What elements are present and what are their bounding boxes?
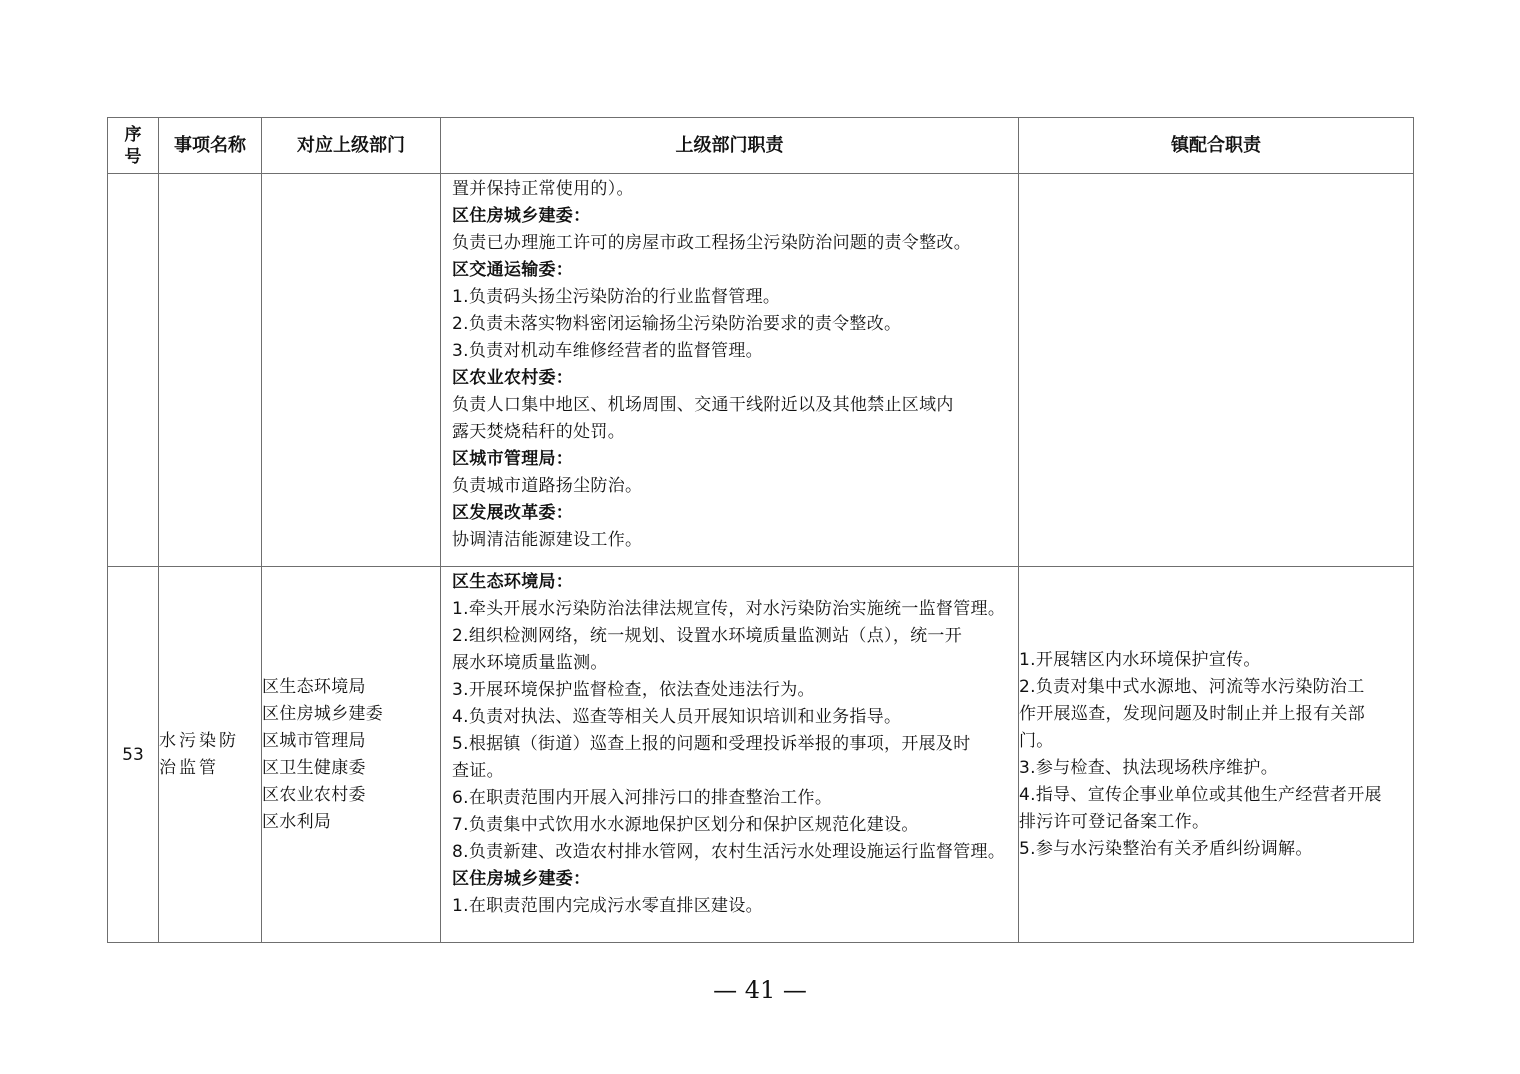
cell-duty-53 [441,567,1019,943]
dept-item: 区城市管理局 [262,730,366,751]
duty-line: 6.在职责范围内开展入河排污口的排查整治工作。 [452,788,833,808]
town-duty-line: 5.参与水污染整治有关矛盾纠纷调解。 [1019,838,1313,859]
dept-item: 区生态环境局 [262,676,366,697]
dept-heading: 区城市管理局： [452,449,574,469]
dept-list [262,567,441,943]
cell-name-empty [159,174,262,567]
town-duty-line: 4.指导、宣传企事业单位或其他生产经营者开展 [1019,784,1382,805]
item-name-line1: 水污染防 [159,730,239,751]
cell-num-empty [108,174,159,567]
header-item-name: 事项名称 [159,118,262,174]
duty-line: 负责城市道路扬尘防治。 [452,476,643,496]
duty-line: 1.负责码头扬尘污染防治的行业监督管理。 [452,287,781,307]
duty-line: 展水环境质量监测。 [452,653,608,673]
town-lines [1019,647,1413,863]
duty-line: 负责人口集中地区、机场周围、交通干线附近以及其他禁止区域内 [452,395,954,415]
header-seq-line1: 序 [124,124,142,145]
header-dept: 对应上级部门 [262,118,441,174]
item-name [159,567,262,943]
duty-lines [441,174,1018,556]
duty-line: 负责已办理施工许可的房屋市政工程扬尘污染防治问题的责令整改。 [452,233,971,253]
town-duty-line: 作开展巡查，发现问题及时制止并上报有关部 [1019,703,1365,724]
dept-heading: 区发展改革委： [452,503,574,523]
dept-item: 区住房城乡建委 [262,703,384,724]
header-seq-line2: 号 [124,146,142,167]
dept-heading: 区农业农村委： [452,368,574,388]
duty-lines [441,567,1018,922]
duty-line: 2.组织检测网络，统一规划、设置水环境质量监测站（点），统一开 [452,626,963,646]
town-duty-line: 排污许可登记备案工作。 [1019,811,1210,832]
table-row-53 [108,567,1414,943]
cell-duty-continued [441,174,1019,567]
dept-heading: 区住房城乡建委： [452,869,591,889]
duty-line: 露天焚烧秸秆的处罚。 [452,422,625,442]
duty-line: 3.负责对机动车维修经营者的监督管理。 [452,341,763,361]
duty-line: 4.负责对执法、巡查等相关人员开展知识培训和业务指导。 [452,707,902,727]
table-row-continued [108,174,1414,567]
duty-line: 查证。 [452,761,504,781]
duty-line: 8.负责新建、改造农村排水管网，农村生活污水处理设施运行监督管理。 [452,842,1006,862]
duty-line: 协调清洁能源建设工作。 [452,530,643,550]
header-duty: 上级部门职责 [441,118,1019,174]
duty-line: 置并保持正常使用的）。 [452,179,634,199]
page-number: — 41 — [713,976,807,1004]
dept-heading: 区生态环境局： [452,572,574,592]
cell-dept-empty [262,174,441,567]
duty-line: 3.开展环境保护监督检查，依法查处违法行为。 [452,680,815,700]
duty-line: 2.负责未落实物料密闭运输扬尘污染防治要求的责令整改。 [452,314,902,334]
item-name-line2: 治监管 [159,757,219,778]
row-number: 53 [108,567,159,943]
duty-line: 5.根据镇（街道）巡查上报的问题和受理投诉举报的事项，开展及时 [452,734,971,754]
town-duty-line: 门。 [1019,730,1054,751]
header-seq [108,118,159,174]
dept-item: 区卫生健康委 [262,757,366,778]
dept-heading: 区交通运输委： [452,260,574,280]
duty-line: 1.在职责范围内完成污水零直排区建设。 [452,896,763,916]
table-header-row [108,118,1414,174]
dept-item: 区农业农村委 [262,784,366,805]
cell-town-53 [1019,567,1414,943]
town-duty-line: 3.参与检查、执法现场秩序维护。 [1019,757,1279,778]
cell-town-empty [1019,174,1414,567]
duty-table [107,117,1414,943]
dept-heading: 区住房城乡建委： [452,206,591,226]
town-duty-line: 1.开展辖区内水环境保护宣传。 [1019,649,1261,670]
duty-line: 7.负责集中式饮用水水源地保护区划分和保护区规范化建设。 [452,815,919,835]
header-town: 镇配合职责 [1019,118,1414,174]
duty-line: 1.牵头开展水污染防治法律法规宣传，对水污染防治实施统一监督管理。 [452,599,1006,619]
town-duty-line: 2.负责对集中式水源地、河流等水污染防治工 [1019,676,1365,697]
dept-item: 区水利局 [262,811,332,832]
